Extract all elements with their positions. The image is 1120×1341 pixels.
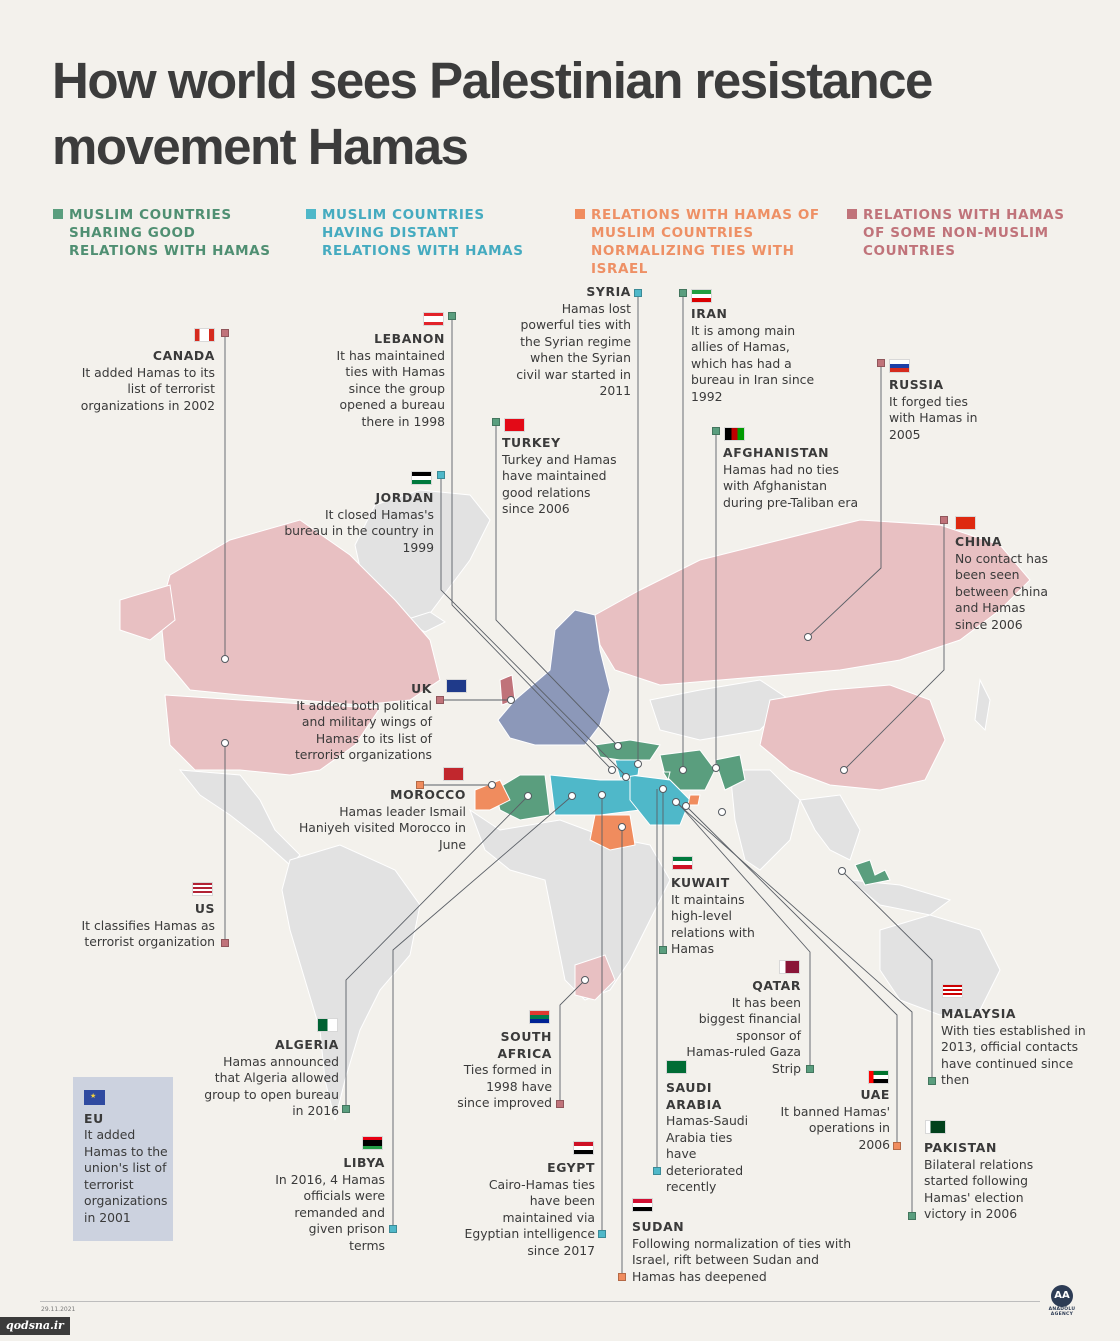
category-marker [659,946,667,954]
marker-algeria [525,793,532,800]
country-name: SOUTH AFRICA [497,1029,552,1061]
category-marker [653,1167,661,1175]
marker-malaysia [839,868,846,875]
marker-turkey [615,743,622,750]
category-marker [908,1212,916,1220]
category-marker [448,312,456,320]
label-malaysia [941,1006,1086,1089]
pakistan-flag-icon [925,1120,946,1134]
marker-morocco [489,782,496,789]
country-desc: Ties formed in 1998 have since improved [457,1062,552,1110]
category-marker [436,696,444,704]
us-flag-icon [192,882,213,896]
country-desc: It is among main allies of Hamas, which has had a bureau in Iran since 1992 [691,322,815,404]
country-name: QATAR [752,978,801,993]
category-marker [556,1100,564,1108]
label-algeria [195,1037,339,1120]
leader-south-africa [560,980,585,1104]
russia-flag-icon [889,359,910,373]
country-desc: It forged ties with Hamas in 2005 [889,393,978,442]
marker-sudan [619,824,626,831]
eu-info-box [73,1077,173,1241]
jordan-flag-icon [411,471,432,485]
category-marker [389,1225,397,1233]
category-marker [221,939,229,947]
country-name: PAKISTAN [924,1140,997,1155]
label-jordan [280,490,434,556]
country-desc: It closed Hamas's bureau in the country in 1999 [284,506,434,555]
marker-syria [635,761,642,768]
marker-south-africa [582,977,589,984]
south-asia [730,770,800,870]
label-turkey [502,435,617,518]
agency-logo-icon: AA [1051,1285,1073,1307]
lebanon-flag-icon [423,312,444,326]
country-desc: In 2016, 4 Hamas officials were remanded and given prison terms [275,1171,385,1253]
afghanistan-flag-icon [724,427,745,441]
marker-canada [222,656,229,663]
label-china [955,534,1055,633]
china-shape [760,685,945,790]
algeria-flag-icon [317,1018,338,1032]
country-name: IRAN [691,306,728,321]
category-marker [618,1273,626,1281]
country-desc: Hamas had no ties with Afghanistan during pre-Taliban era [723,461,859,510]
category-marker [877,359,885,367]
sudan-flag-icon [632,1198,653,1212]
country-desc: It has maintained ties with Hamas since the group opened a bureau there in 1998 [336,347,445,429]
marker-us [222,740,229,747]
label-sudan [632,1219,852,1285]
legend-label: RELATIONS WITH HAMAS OF SOME NON-MUSLIM COUNTRIES [863,207,1065,259]
country-name: LEBANON [374,331,445,346]
category-marker [712,427,720,435]
label-russia [889,377,984,443]
category-marker [634,289,642,297]
label-egypt [460,1160,595,1259]
country-name: EGYPT [547,1160,595,1175]
category-marker [806,1065,814,1073]
marker-jordan [623,774,630,781]
country-name: JORDAN [375,490,434,505]
agency-logo [1040,1285,1084,1317]
legend-label: MUSLIM COUNTRIES SHARING GOOD RELATIONS WITH HAMAS [69,207,271,259]
category-marker [437,471,445,479]
country-name: UK [411,681,432,696]
legend-label: RELATIONS WITH HAMAS OF MUSLIM COUNTRIES NORMALIZING TIES WITH ISRAEL [591,207,820,277]
morocco-flag-icon [443,767,464,781]
iran-flag-icon [691,289,712,303]
country-desc: Hamas announced that Algeria allowed group to open bureau in 2016 [204,1053,339,1118]
marker-uk [508,697,515,704]
canada-flag-icon [194,328,215,342]
label-uae [775,1087,890,1153]
country-name: TURKEY [502,435,561,450]
turkey-flag-icon [504,418,525,432]
country-name: SYRIA [586,284,631,299]
china-flag-icon [955,516,976,530]
category-marker [342,1105,350,1113]
egypt-flag-icon [573,1141,594,1155]
country-name: US [194,901,215,916]
country-name: ALGERIA [274,1037,339,1052]
south-africa-flag-icon [529,1010,550,1024]
category-marker [893,1142,901,1150]
marker-afghanistan [713,765,720,772]
category-marker [679,289,687,297]
agency-logo-text: ANADOLU AGENCY [1048,1307,1076,1317]
page-title: How world sees Palestinian resistance movement Hamas [52,52,932,175]
country-desc: It classifies Hamas as terrorist organization [81,917,215,949]
southeast-asia [800,795,860,860]
label-south-africa [452,1029,552,1112]
watermark: qodsna.ir [0,1317,70,1335]
country-name: MALAYSIA [941,1006,1017,1021]
saudi-arabia-flag-icon [666,1060,687,1074]
label-us [75,901,215,951]
libya-egypt-shape [550,775,640,815]
country-desc: Hamas leader Ismail Haniyeh visited Morocco in June [298,803,466,852]
malaysia-flag-icon [942,984,963,998]
japan [975,680,990,730]
country-desc: Cairo-Hamas ties have been maintained via Egyptian intelligence since 2017 [464,1176,595,1258]
marker-lebanon [609,767,616,774]
country-desc: With ties established in 2013, official contacts have continued since then [941,1022,1086,1087]
country-desc: It added Hamas to its list of terrorist organizations in 2002 [80,364,215,413]
uk-flag-icon [446,679,467,693]
label-lebanon [320,331,445,430]
label-pakistan [924,1140,1039,1223]
marker-china [841,767,848,774]
country-name: SUDAN [632,1219,685,1234]
label-morocco [286,787,466,853]
country-name: EU [84,1111,104,1126]
label-iran [691,306,821,405]
marker-egypt [599,792,606,799]
qatar-flag-icon [779,960,800,974]
footer-date: 29.11.2021 [41,1306,76,1313]
country-name: UAE [860,1087,890,1102]
country-desc: It has been biggest financial sponsor of Hamas-ruled Gaza Strip [686,994,801,1076]
uae-shape [688,795,700,805]
country-desc: It banned Hamas' operations in 2006 [780,1103,890,1152]
category-marker [221,329,229,337]
label-syria [510,284,631,400]
country-name: CHINA [955,534,1003,549]
country-desc: Bilateral relations started following Hamas' election victory in 2006 [924,1156,1034,1221]
country-name: SAUDI ARABIA [666,1080,722,1112]
label-libya [270,1155,385,1254]
europe-shape [498,610,610,745]
category-marker [598,1230,606,1238]
africa-rest [470,810,670,1000]
label-canada [75,348,215,414]
country-desc: Following normalization of ties with Israel, rift between Sudan and Hamas has deepened [632,1235,852,1284]
eu-flag-icon [84,1090,105,1105]
country-desc: It added both political and military wings of Hamas to its list of terrorist organizations [294,697,432,762]
marker-libya [569,793,576,800]
mexico-central-america [180,770,300,865]
eu-countries [498,610,610,745]
uae-flag-icon [868,1070,889,1084]
legend-label: MUSLIM COUNTRIES HAVING DISTANT RELATIONS WITH HAMAS [322,207,524,259]
label-uk [272,681,432,764]
label-saudi-arabia [666,1080,766,1196]
category-marker [492,418,500,426]
footer-divider [40,1301,1040,1302]
country-name: AFGHANISTAN [723,445,830,460]
country-name: RUSSIA [889,377,944,392]
country-desc: Turkey and Hamas have maintained good relations since 2006 [502,451,617,516]
libya-flag-icon [362,1136,383,1150]
category-marker [928,1077,936,1085]
country-name: LIBYA [343,1155,385,1170]
country-desc: It maintains high-level relations with Hamas [671,891,755,956]
country-desc: No contact has been seen between China and Hamas since 2006 [955,550,1048,632]
marker-russia [805,634,812,641]
marker-qatar [683,803,690,810]
label-qatar [686,978,801,1077]
country-name: MOROCCO [390,787,466,802]
marker-saudi-arabia [660,786,667,793]
marker-uae [719,809,726,816]
country-desc: It added Hamas to the union's list of terrorist organizations in 2001 [84,1127,168,1225]
country-name: KUWAIT [671,875,730,890]
country-name: CANADA [152,348,215,363]
category-marker [940,516,948,524]
label-kuwait [671,875,761,958]
country-desc: Hamas lost powerful ties with the Syrian regime when the Syrian civil war started in 2011 [516,300,631,398]
marker-iran [680,767,687,774]
kuwait-flag-icon [672,856,693,870]
marker-kuwait [673,799,680,806]
label-afghanistan [723,445,863,511]
country-desc: Hamas-Saudi Arabia ties have deteriorated recently [666,1113,749,1194]
turkey-shape [595,740,660,760]
